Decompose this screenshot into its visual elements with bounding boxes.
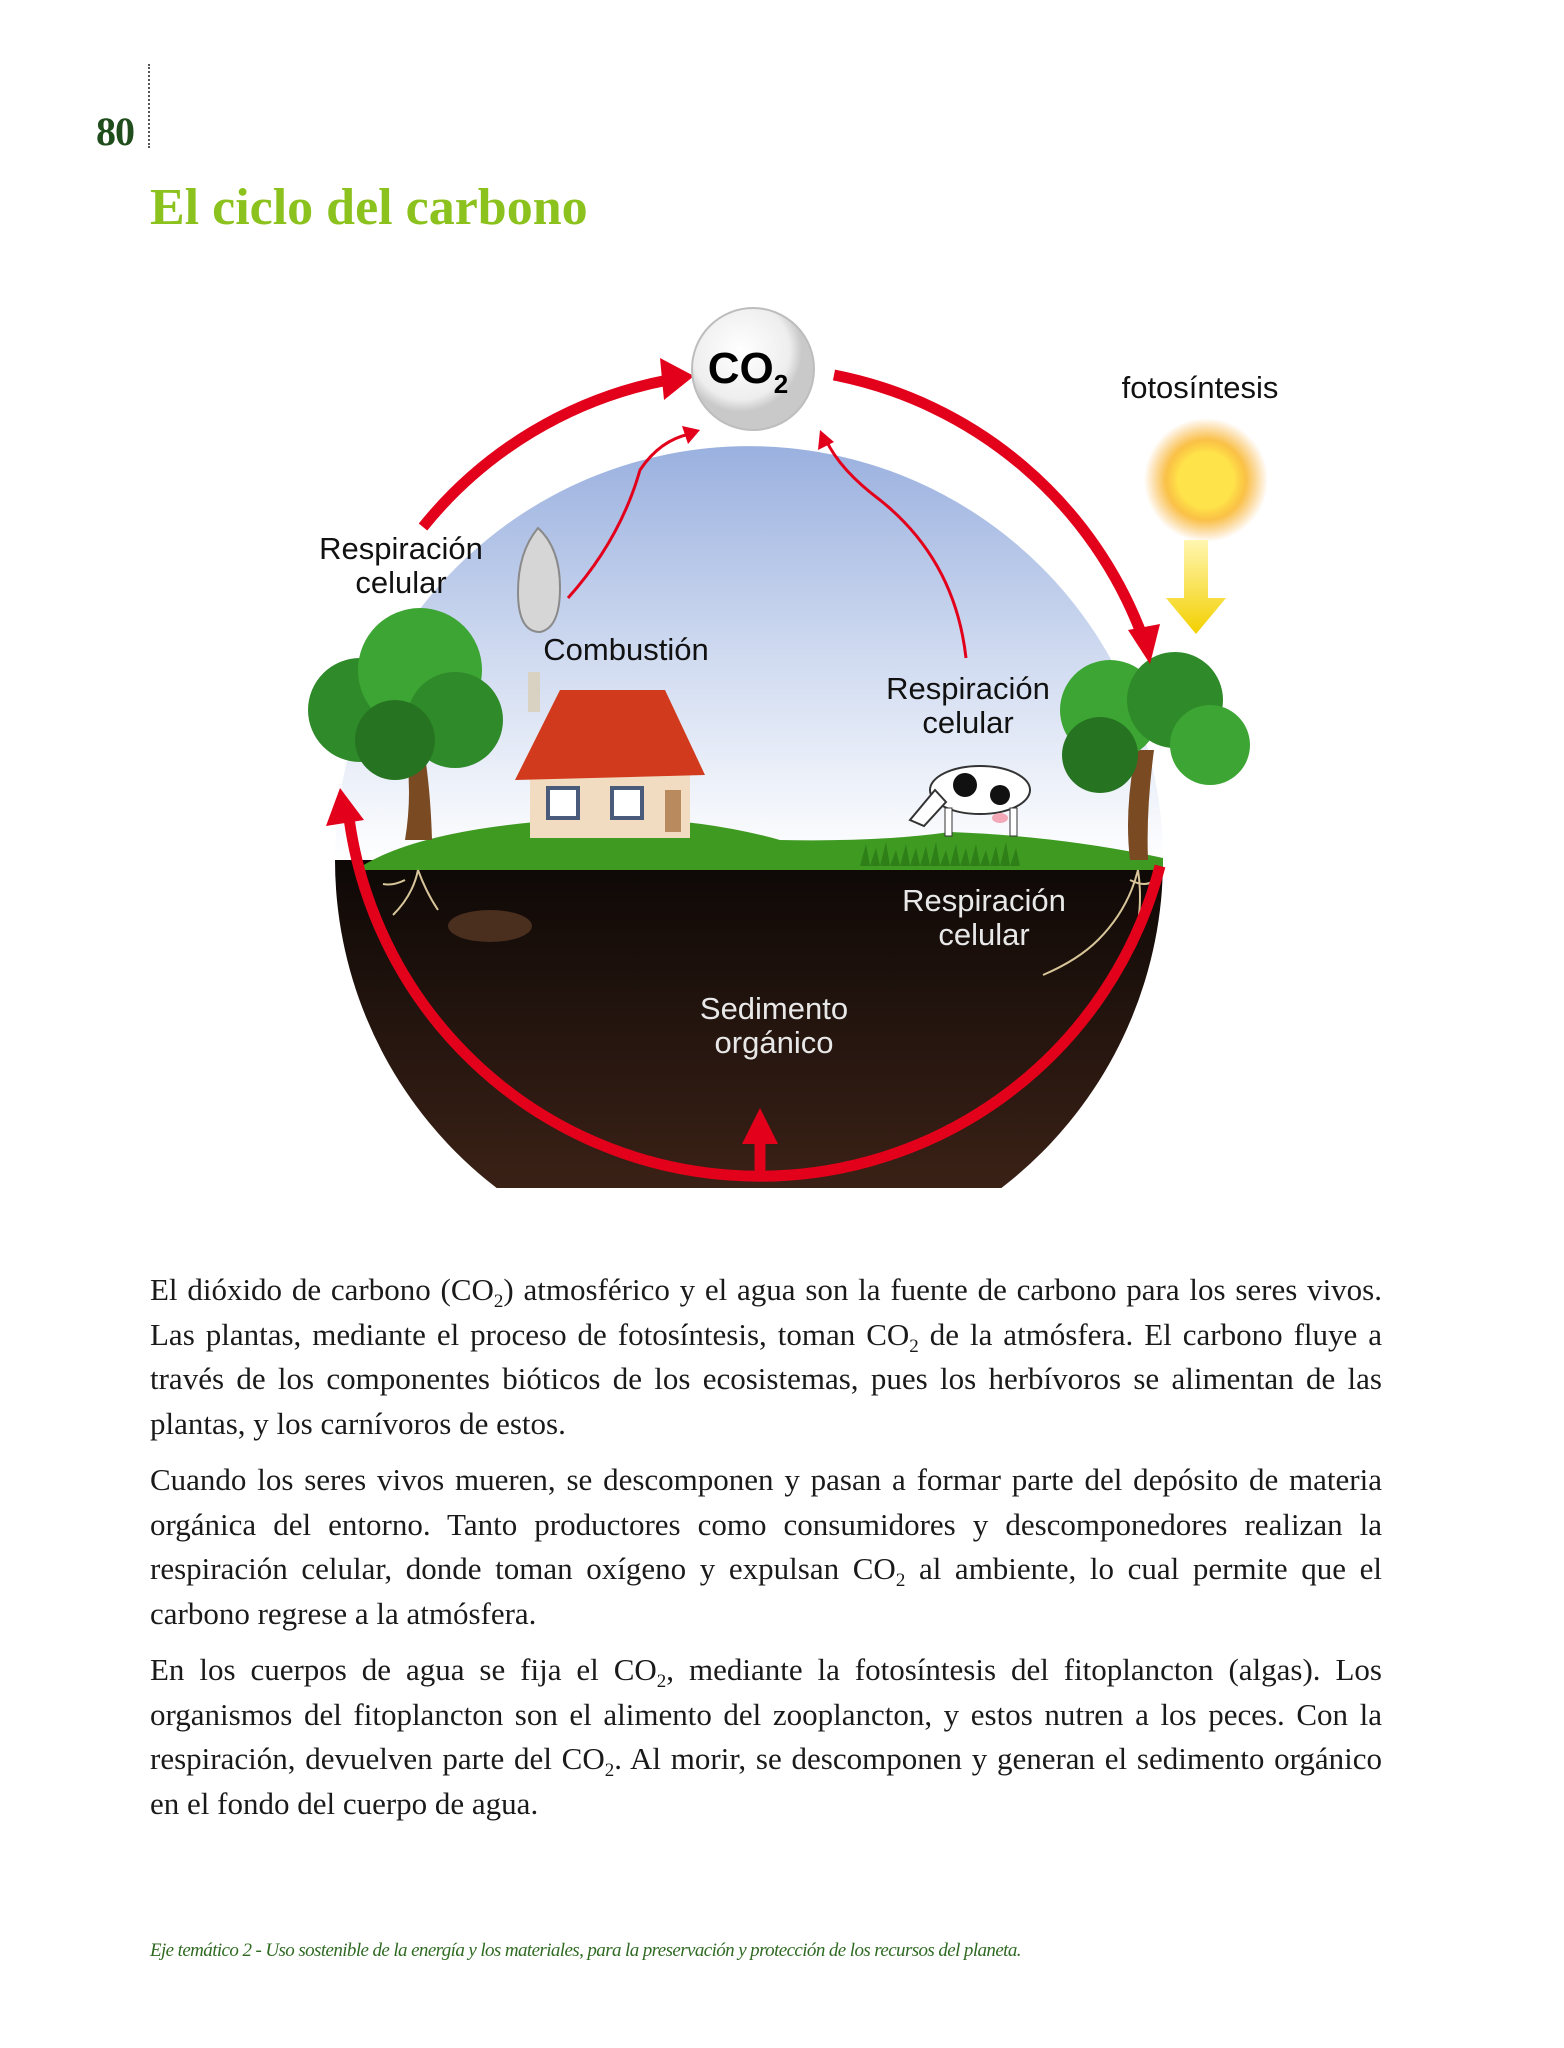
label-respiration-soil-2: celular — [938, 917, 1030, 952]
subscript: 2 — [656, 1671, 667, 1693]
page-title: El ciclo del carbono — [150, 179, 588, 236]
label-respiration-left-1: Respiración — [319, 531, 483, 566]
text: de la atmósfera. El carbono fluye a través de los componentes bióticos de los ecosistemas, pues los herbívoros se alimentan de las plantas, y los carnívoros de estos. — [150, 1316, 1382, 1441]
page-number: 80 — [96, 109, 134, 154]
text: En los cuerpos de agua se fija el CO — [150, 1652, 657, 1687]
label-photosynthesis: fotosíntesis — [1121, 370, 1279, 405]
co2-label: $CO_2$ — [707, 344, 789, 399]
label-combustion: Combustión — [543, 632, 709, 667]
subscript: 2 — [604, 1760, 615, 1782]
label-respiration-mid-2: celular — [922, 705, 1014, 740]
label-sediment-1: Sedimento — [699, 991, 849, 1026]
text: . Al morir, se descomponen y generan el sedimento orgánico en el fondo del cuerpo de agua. — [150, 1741, 1382, 1821]
subscript: 2 — [909, 1335, 919, 1357]
text: al ambiente, lo cual permite que el carbono regrese a la atmósfera. — [150, 1551, 1382, 1631]
subscript: 2 — [493, 1291, 504, 1313]
label-sediment-2: orgánico — [714, 1025, 834, 1060]
sun-icon — [1144, 418, 1268, 542]
paragraph — [150, 1458, 1382, 1636]
text: ) atmosférico y el agua son la fuente de carbono para los seres vivos. Las plantas, mediante el proceso de fotosíntesis, toman CO — [150, 1272, 1382, 1352]
label-respiration-left-2: celular — [355, 565, 447, 600]
paragraph — [150, 1268, 1382, 1446]
body-text — [150, 1268, 1382, 1838]
text: Cuando los seres vivos mueren, se descomponen y pasan a formar parte del depósito de materia orgánica del entorno. Tanto productores como consumidores y descomponedores realizan la respiración celular, donde toman oxígeno y expulsan CO — [150, 1462, 1382, 1586]
label-respiration-soil-1: Respiración — [902, 883, 1066, 918]
label-respiration-mid-1: Respiración — [886, 671, 1050, 706]
text: El dióxido de carbono (CO — [150, 1272, 494, 1307]
paragraph — [150, 1648, 1382, 1826]
organic-remains — [448, 910, 532, 942]
sunlight-arrow — [1166, 540, 1226, 634]
text: , mediante la fotosíntesis del fitoplancton (algas). Los organismos del fitoplancton son el alimento del zooplancton, y estos nutren a los peces. Con la respiración, devuelven parte del CO — [150, 1652, 1382, 1776]
footer-caption: Eje temático 2 - Uso sostenible de la energía y los materiales, para la preservación y protección de los recursos del planeta. — [150, 1940, 1021, 1961]
subscript: 2 — [895, 1570, 906, 1592]
